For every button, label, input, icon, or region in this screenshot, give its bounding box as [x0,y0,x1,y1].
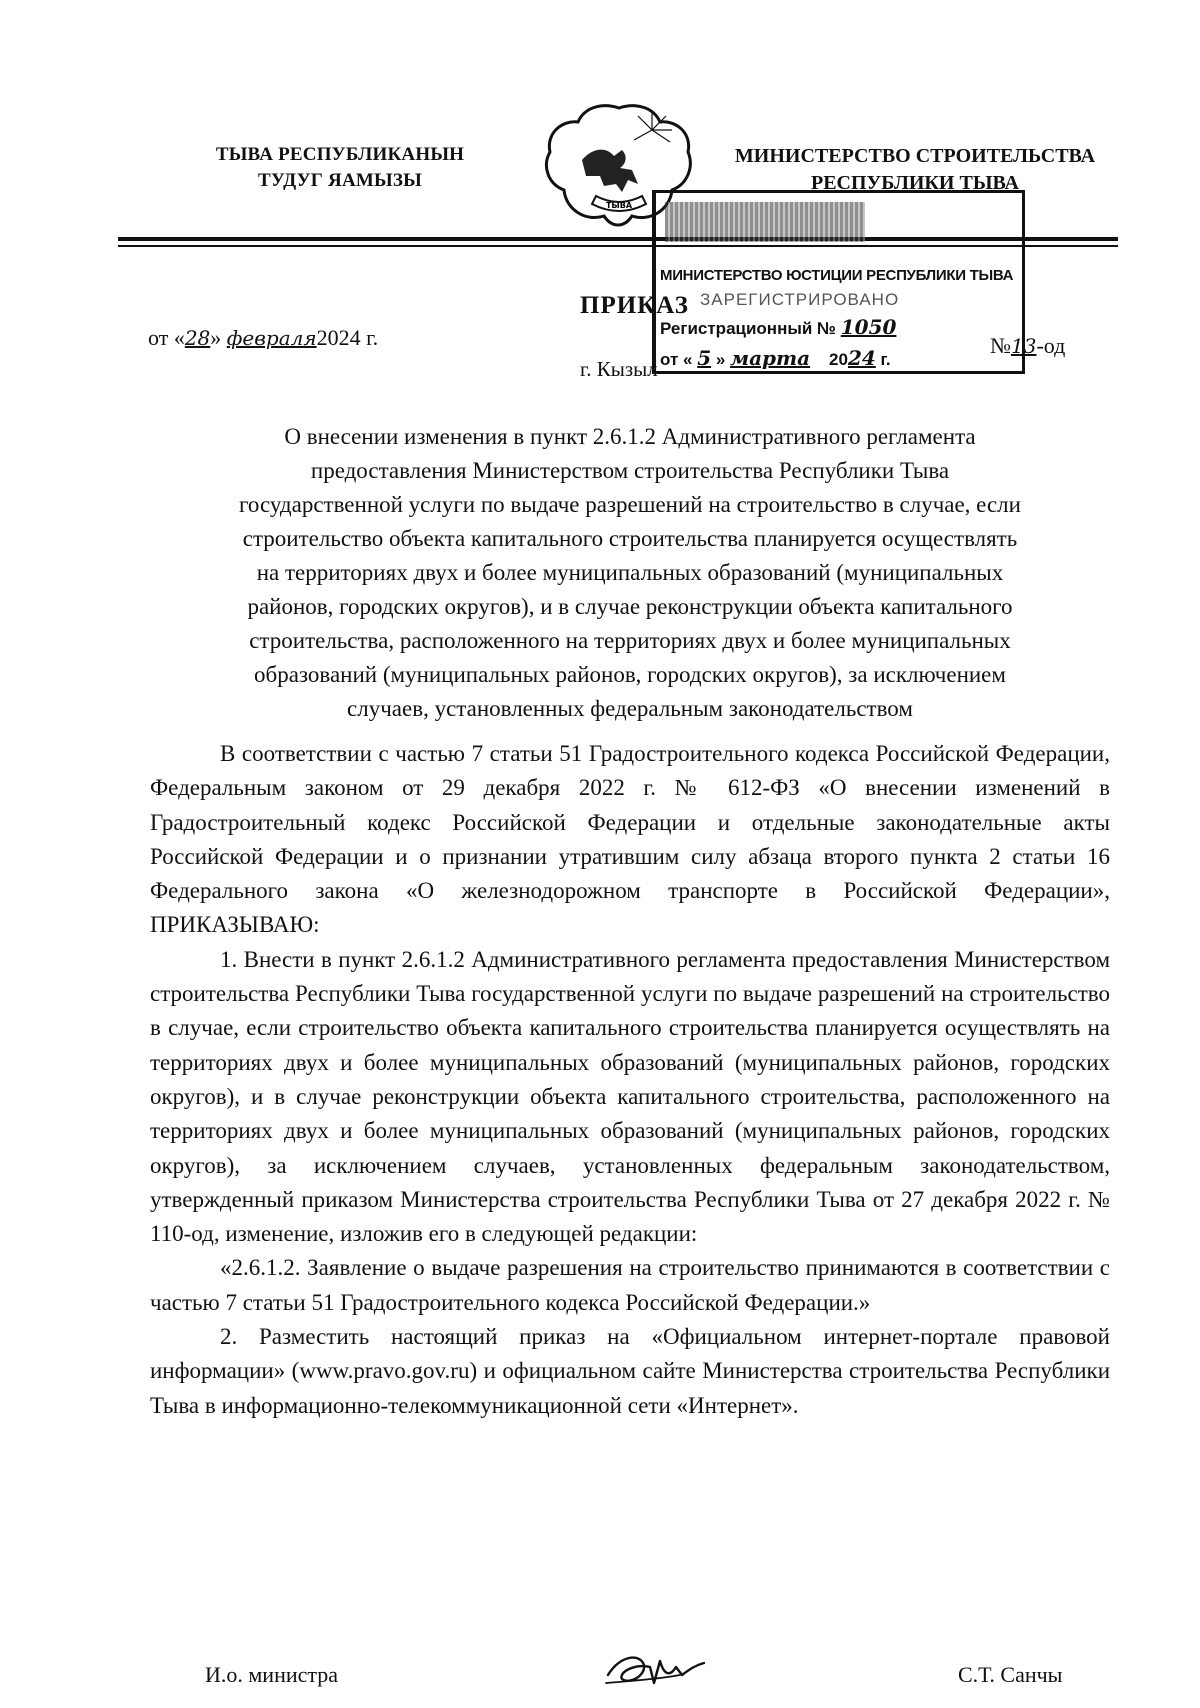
body-paragraph: 2. Разместить настоящий приказ на «Официальном интернет-портале правовой информации» (www.pravo.gov.ru) и официальном сайте Министерства строительства Республики Тыва в информационно-телекоммуникационной сети «Интернет». [150,1324,1110,1418]
date-day: 28 [184,326,211,350]
subject-line: предоставления Министерством строительства Республики Тыва [310,458,950,483]
date-prefix: от « [148,325,185,350]
header-left-line2: ТУДУГ ЯАМЫЗЫ [258,170,422,191]
subject-line: строительства, расположенного на территориях двух и более муниципальных [249,628,1011,653]
body-paragraph: «2.6.1.2. Заявление о выдаче разрешения на строительство принимаются в соответствии с частью 7 статьи 51 Градостроительного кодекса Российской Федерации.» [150,1255,1110,1315]
stamp-ministry-line: МИНИСТЕРСТВО ЮСТИЦИИ РЕСПУБЛИКИ ТЫВА [660,267,1014,284]
number-value: 13 [1011,334,1037,358]
stamp-date-suffix: г. [880,350,891,369]
stamp-date-day: 5 [697,346,712,370]
stamp-date-mid: » [715,350,726,369]
body-paragraph: В соответствии с частью 7 статьи 51 Градостроительного кодекса Российской Федерации, Федеральным законом от 29 декабря 2022 г. № 612-ФЗ «О внесении изменений в Градостроительный кодекс Российской Федерации и отдельные законодательные акты Российской Федерации и о признании утратившим силу абзаца второго пункта 2 статьи 16 Федерального закона «О железнодорожном транспорте в Российской Федерации», ПРИКАЗЫВАЮ: [150,741,1110,938]
emblem-text: ТЫВА [605,201,633,210]
document-subject [150,420,1110,726]
handwritten-signature [600,1645,710,1695]
subject-line: государственной услуги по выдаче разрешений на строительство в случае, если [239,492,1021,517]
stamp-reg-number: 1050 [840,315,897,339]
number-suffix: -од [1036,333,1066,358]
header-right [705,143,1125,197]
header-left-line1: ТЫВА РЕСПУБЛИКАНЫН [215,144,465,165]
subject-line: образований (муниципальных районов, городских округов), за исключением [254,662,1006,687]
date-year: 2024 г. [316,325,379,350]
header-right-line2: РЕСПУБЛИКИ ТЫВА [811,172,1019,194]
order-date [148,325,378,351]
number-prefix: № [990,333,1011,358]
document-body [150,737,1110,1423]
stamp-registered-line: ЗАРЕГИСТРИРОВАНО [700,290,900,309]
order-number [990,333,1065,359]
body-paragraph: 1. Внести в пункт 2.6.1.2 Административного регламента предоставления Министерством строительства Республики Тыва государственной услуги по выдаче разрешений на строительство в случае, если строительство объекта капитального строительства планируется осуществлять на территориях двух и более муниципальных образований (муниципальных районов, городских округов), и в случае реконструкции объекта капитального строительства, расположенного на территориях двух и более муниципальных образований (муниципальных районов, городских округов), за исключением случаев, установленных федеральным законодательством, утвержденный приказом Министерства строительства Республики Тыва от 27 декабря 2022 г. № 110-од, изменение, изложив его в следующей редакции: [150,946,1110,1247]
stamp-date-month: марта [730,346,811,370]
date-mid: » [210,325,222,350]
date-month: февраля [226,326,317,350]
city: г. Кызыл [580,357,658,381]
header-left [170,142,510,194]
header-right-line1: МИНИСТЕРСТВО СТРОИТЕЛЬСТВА [734,145,1096,167]
stamp-date-year-hand: 24 [847,346,876,370]
stamp-ink-scribble [665,202,865,242]
stamp-reg-label: Регистрационный № [660,319,836,338]
subject-line: О внесении изменения в пункт 2.6.1.2 Административного регламента [284,424,976,449]
stamp-date-line [660,346,891,370]
stamp-date-year-prefix: 20 [829,350,848,369]
stamp-date-prefix: от « [660,350,693,369]
stamp-reg-number-line [660,315,896,339]
signatory-name: С.Т. Санчы [958,1662,1063,1687]
subject-line: районов, городских округов), и в случае реконструкции объекта капитального [247,594,1013,619]
signatory-position: И.о. министра [205,1662,339,1687]
subject-line: случаев, установленных федеральным законодательством [347,696,913,721]
subject-line: строительство объекта капитального строительства планируется осуществлять [242,526,1018,551]
document-title: ПРИКАЗ [580,292,689,319]
subject-line: на территориях двух и более муниципальных образований (муниципальных [256,560,1004,585]
